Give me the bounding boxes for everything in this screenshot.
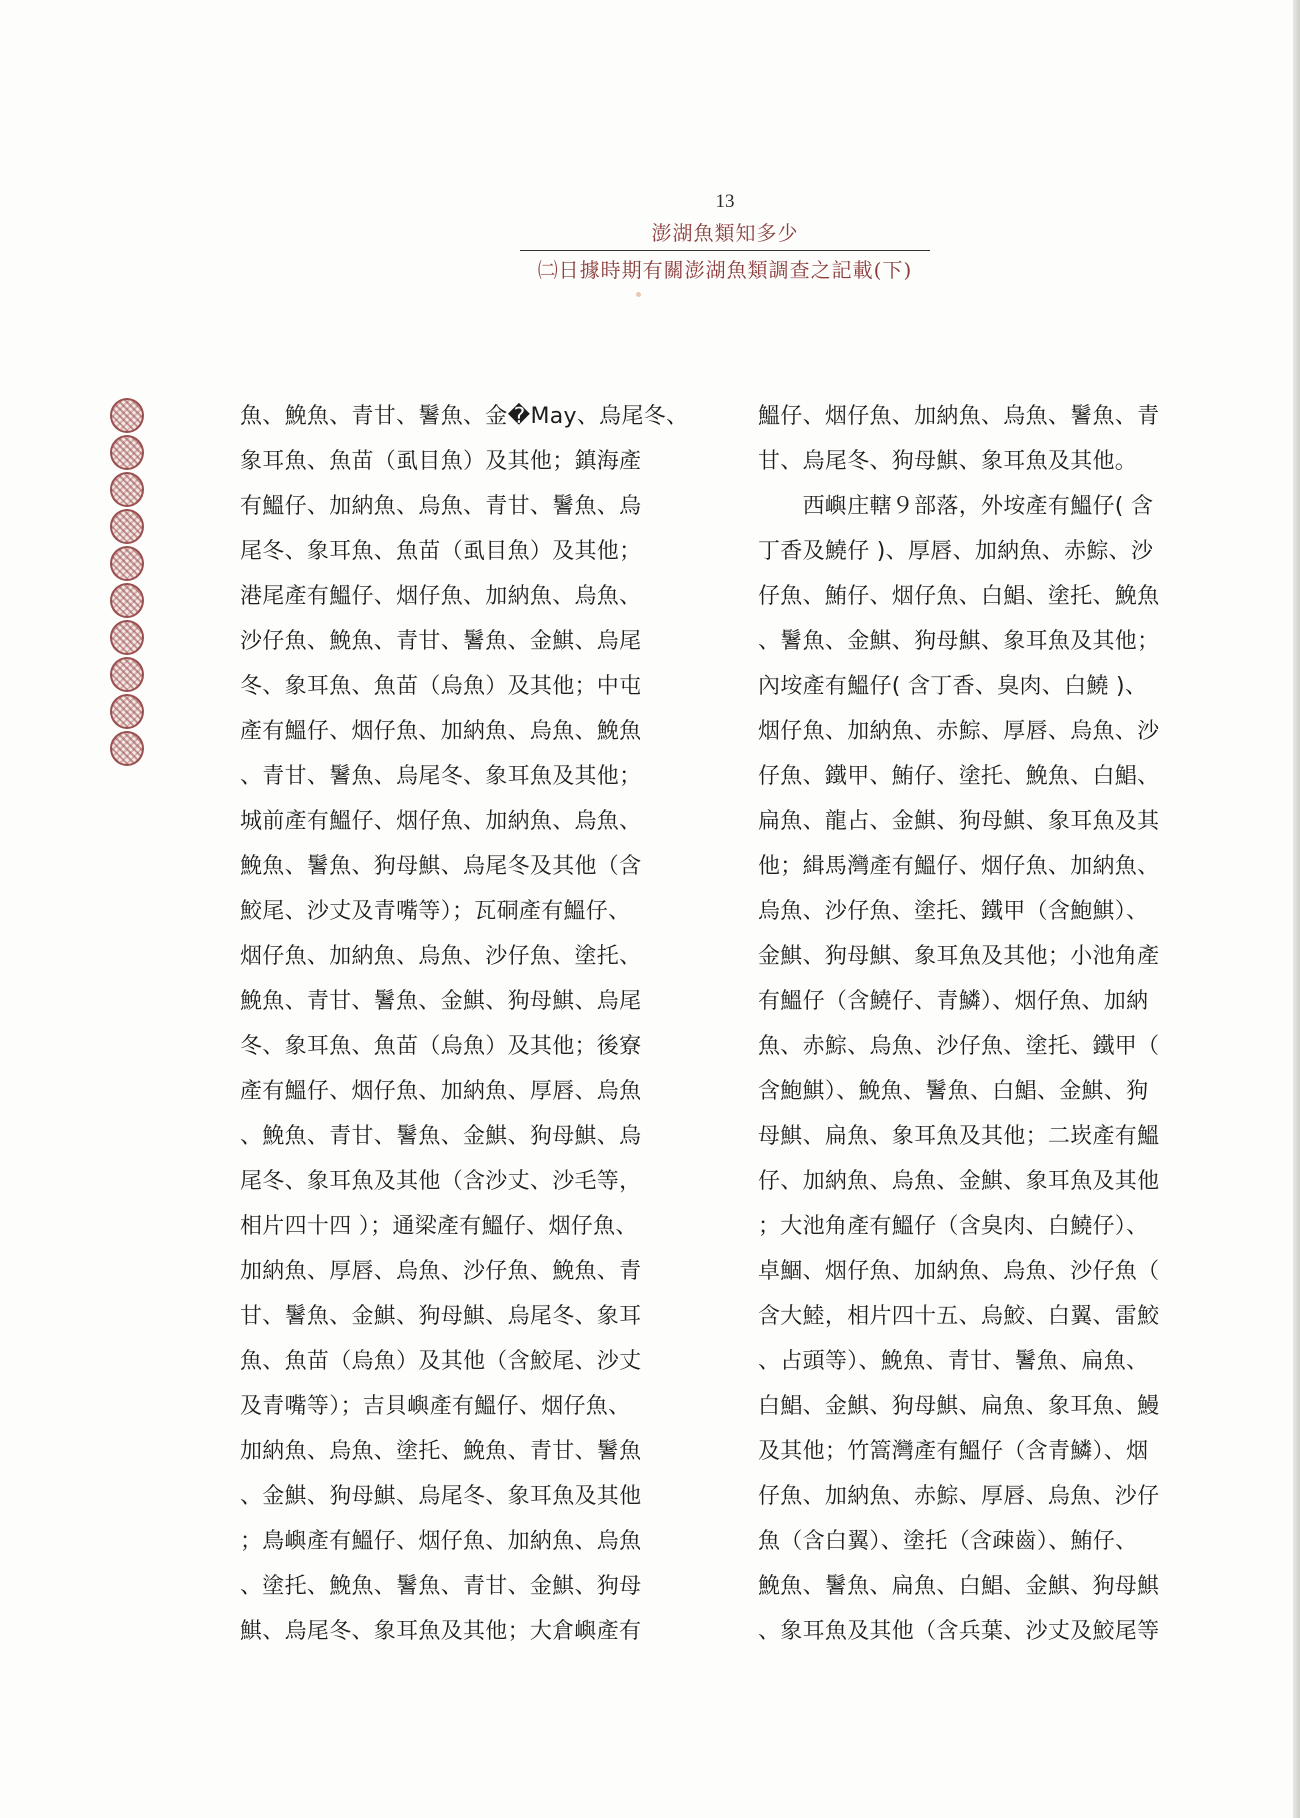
text-line: 含鮑鯕）、鮸魚、鬐魚、白鯧、金鯕、狗 [758, 1079, 1149, 1104]
text-line: 魚（含白翼）、塗托（含疎齒）、鮪仔、 [758, 1529, 1138, 1554]
text-line: 西嶼庄轄９部落，外垵產有鰮仔( 含 [758, 494, 1154, 519]
text-line: 魚、鮸魚、青甘、鬐魚、金�May、烏尾冬、 [240, 404, 689, 429]
text-line: 城前產有鰮仔、烟仔魚、加納魚、烏魚、 [240, 809, 642, 834]
text-line: 、鬐魚、金鯕、狗母鯕、象耳魚及其他； [758, 629, 1160, 654]
text-line: 烏魚、沙仔魚、塗托、鐵甲（含鮑鯕）、 [758, 899, 1149, 924]
book-title: 澎湖魚類知多少 [651, 221, 799, 245]
text-line: 扁魚、龍占、金鯕、狗母鯕、象耳魚及其 [758, 809, 1160, 834]
text-line: 、占頭等）、鮸魚、青甘、鬐魚、扁魚、 [758, 1349, 1149, 1374]
seal-icon [110, 435, 144, 470]
text-line: 象耳魚、魚苗（虱目魚）及其他；鎮海產 [240, 449, 642, 474]
text-line: 鮸魚、鬐魚、狗母鯕、烏尾冬及其他（含 [240, 854, 642, 879]
page-number: 13 [715, 191, 735, 212]
text-line: 產有鰮仔、烟仔魚、加納魚、烏魚、鮸魚 [240, 719, 642, 744]
text-line: 仔、加納魚、烏魚、金鯕、象耳魚及其他 [758, 1169, 1160, 1194]
seal-icon [110, 583, 144, 618]
text-line: 及其他；竹篙灣產有鰮仔（含青鱗）、烟 [758, 1439, 1149, 1464]
text-line: 內垵產有鰮仔( 含丁香、臭肉、白鱙 )、 [758, 674, 1148, 699]
text-line: 鮸魚、鬐魚、扁魚、白鯧、金鯕、狗母鯕 [758, 1574, 1160, 1599]
text-line: 含大鯥，相片四十五、烏鮫、白翼、雷鮫 [758, 1304, 1160, 1329]
text-line: 沙仔魚、鮸魚、青甘、鬐魚、金鯕、烏尾 [240, 629, 642, 654]
seal-icon [110, 546, 144, 581]
text-line: 、青甘、鬐魚、烏尾冬、象耳魚及其他； [240, 764, 642, 789]
seal-icon [110, 657, 144, 692]
text-line: 港尾產有鰮仔、烟仔魚、加納魚、烏魚、 [240, 584, 642, 609]
seal-icon [110, 694, 144, 729]
text-line: 烟仔魚、加納魚、赤鯮、厚唇、烏魚、沙 [758, 719, 1160, 744]
text-line: 及青嘴等）；吉貝嶼產有鰮仔、烟仔魚、 [240, 1394, 631, 1419]
right-text-column [758, 394, 1198, 1654]
text-line: 仔魚、鐵甲、鮪仔、塗托、鮸魚、白鯧、 [758, 764, 1160, 789]
text-line: 鯕、烏尾冬、象耳魚及其他；大倉嶼產有 [240, 1619, 642, 1644]
text-line: 鰮仔、烟仔魚、加納魚、烏魚、鬐魚、青 [758, 404, 1160, 429]
seal-icon [110, 398, 144, 433]
page-edge-shadow [1293, 0, 1300, 1818]
text-line: 有鰮仔、加納魚、烏魚、青甘、鬐魚、烏 [240, 494, 642, 519]
text-line: 他；緝馬灣產有鰮仔、烟仔魚、加納魚、 [758, 854, 1160, 879]
text-line: 冬、象耳魚、魚苗（烏魚）及其他；後寮 [240, 1034, 642, 1059]
text-line: 、鮸魚、青甘、鬐魚、金鯕、狗母鯕、烏 [240, 1124, 642, 1149]
text-line: 尾冬、象耳魚及其他（含沙丈、沙毛等， [240, 1169, 642, 1194]
text-line: 鮫尾、沙丈及青嘴等）；瓦硐產有鰮仔、 [240, 899, 631, 924]
text-line: 、金鯕、狗母鯕、烏尾冬、象耳魚及其他 [240, 1484, 642, 1509]
text-line: 加納魚、厚唇、烏魚、沙仔魚、鮸魚、青 [240, 1259, 642, 1284]
text-line: 甘、烏尾冬、狗母鯕、象耳魚及其他。 [758, 449, 1138, 474]
text-line: 、象耳魚及其他（含兵葉、沙丈及鮫尾等 [758, 1619, 1160, 1644]
seal-icon [110, 509, 144, 544]
seal-icon [110, 472, 144, 507]
text-line: 仔魚、鮪仔、烟仔魚、白鯧、塗托、鮸魚 [758, 584, 1160, 609]
text-line: 金鯕、狗母鯕、象耳魚及其他；小池角產 [758, 944, 1160, 969]
text-line: ；鳥嶼產有鰮仔、烟仔魚、加納魚、烏魚 [240, 1529, 642, 1554]
text-line: 鮸魚、青甘、鬐魚、金鯕、狗母鯕、烏尾 [240, 989, 642, 1014]
text-line: 白鯧、金鯕、狗母鯕、扁魚、象耳魚、鰻 [758, 1394, 1160, 1419]
left-text-column [240, 394, 689, 1654]
text-line: 相片四十四 ）；通梁產有鰮仔、烟仔魚、 [240, 1214, 638, 1239]
text-line: 卓鯝、烟仔魚、加納魚、烏魚、沙仔魚（ [758, 1259, 1160, 1284]
text-line: 魚、赤鯮、烏魚、沙仔魚、塗托、鐵甲（ [758, 1034, 1160, 1059]
text-line: 尾冬、象耳魚、魚苗（虱目魚）及其他； [240, 539, 642, 564]
text-line: 有鰮仔（含鱙仔、青鱗）、烟仔魚、加納 [758, 989, 1149, 1014]
header-divider [520, 250, 930, 251]
text-line: 烟仔魚、加納魚、烏魚、沙仔魚、塗托、 [240, 944, 642, 969]
seal-icon [110, 620, 144, 655]
text-line: 母鯕、扁魚、象耳魚及其他；二崁產有鰮 [758, 1124, 1160, 1149]
text-line: 甘、鬐魚、金鯕、狗母鯕、烏尾冬、象耳 [240, 1304, 642, 1329]
text-line: 冬、象耳魚、魚苗（烏魚）及其他；中屯 [240, 674, 642, 699]
text-line: ；大池角產有鰮仔（含臭肉、白鱙仔）、 [758, 1214, 1149, 1239]
text-line: 加納魚、烏魚、塗托、鮸魚、青甘、鬐魚 [240, 1439, 642, 1464]
page-header [520, 190, 930, 285]
text-line: 、塗托、鮸魚、鬐魚、青甘、金鯕、狗母 [240, 1574, 642, 1599]
chapter-title: ㈡日據時期有關澎湖魚類調查之記載(下) [537, 258, 913, 282]
text-line: 仔魚、加納魚、赤鯮、厚唇、烏魚、沙仔 [758, 1484, 1160, 1509]
side-seal-ornament [108, 398, 148, 768]
text-line: 魚、魚苗（烏魚）及其他（含鮫尾、沙丈 [240, 1349, 642, 1374]
print-speck [636, 292, 641, 297]
seal-icon [110, 731, 144, 766]
text-line: 產有鰮仔、烟仔魚、加納魚、厚唇、烏魚 [240, 1079, 642, 1104]
text-line: 丁香及鱙仔 )、厚唇、加納魚、赤鯮、沙 [758, 539, 1154, 564]
